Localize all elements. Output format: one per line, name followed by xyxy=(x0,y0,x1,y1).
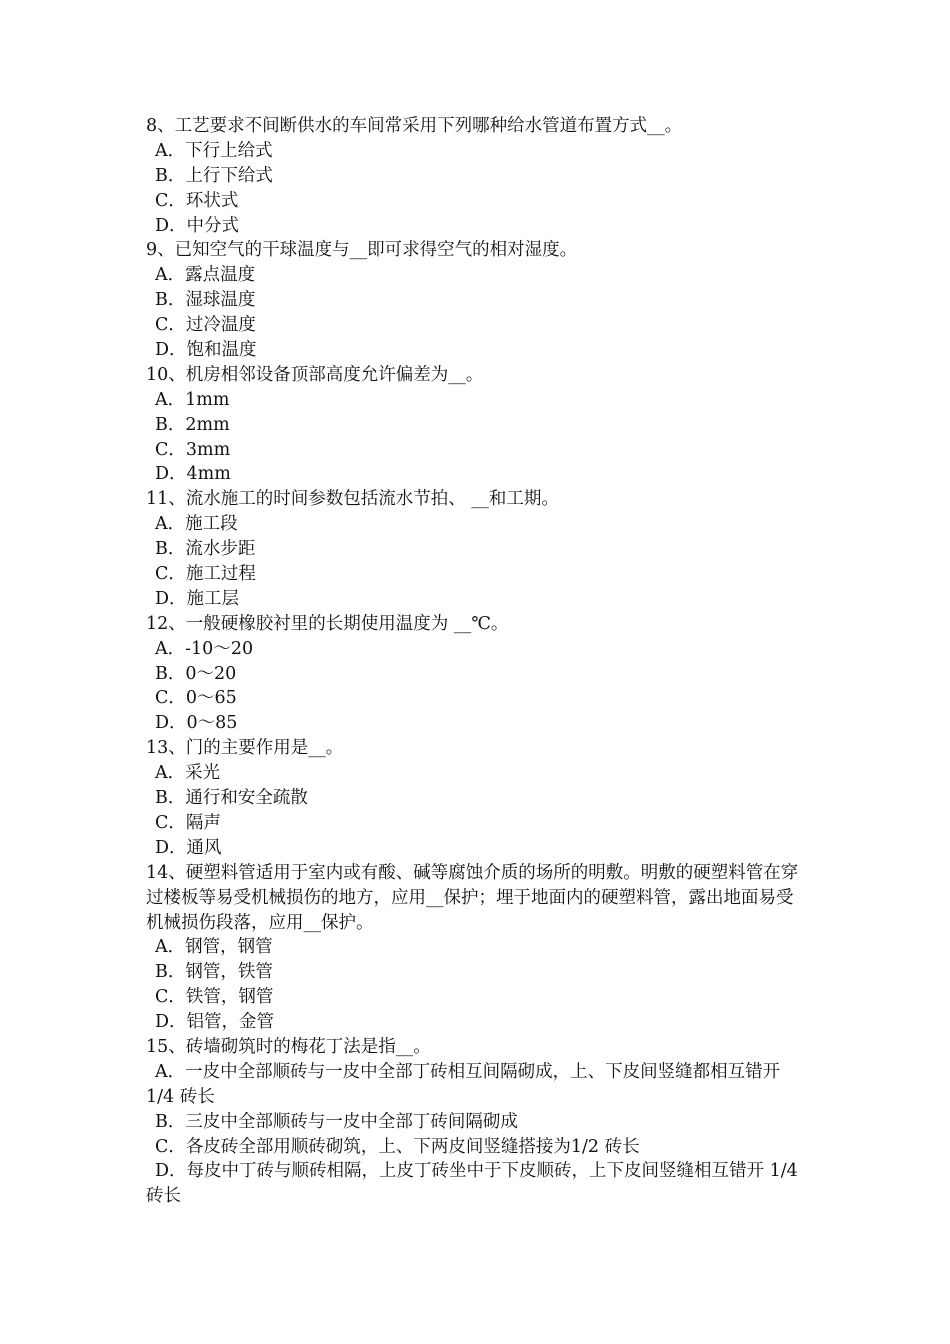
question-9: 9、已知空气的干球温度与__即可求得空气的相对湿度。 xyxy=(146,240,578,261)
option-9-b: B．湿球温度 xyxy=(155,290,256,311)
option-15-a: A．一皮中全部顺砖与一皮中全部丁砖相互间隔砌成，上、下皮间竖缝都相互错开 1/4 砖长 xyxy=(146,1061,781,1107)
option-13-c: C．隔声 xyxy=(155,812,221,833)
option-13-b: B．通行和安全疏散 xyxy=(155,788,308,809)
option-8-c: C．环状式 xyxy=(155,190,239,211)
option-14-a: A．钢管，钢管 xyxy=(155,937,273,958)
option-13-d: D．通风 xyxy=(155,837,222,858)
question-10: 10、机房相邻设备顶部高度允许偏差为__。 xyxy=(146,364,484,385)
option-11-c: C．施工过程 xyxy=(155,564,256,585)
question-15: 15、砖墙砌筑时的梅花丁法是指__。 xyxy=(146,1037,431,1057)
option-10-b: B．2mm xyxy=(155,414,230,435)
option-8-d: D．中分式 xyxy=(155,215,240,236)
option-13-a: A．采光 xyxy=(155,763,221,784)
option-9-a: A．露点温度 xyxy=(155,265,256,286)
option-9-c: C．过冷温度 xyxy=(155,315,256,336)
option-15-c: C．各皮砖全部用顺砖砌筑，上、下两皮间竖缝搭接为1/2 砖长 xyxy=(155,1136,640,1157)
option-12-a: A．-10～20 xyxy=(155,638,254,659)
option-15-d: D．每皮中丁砖与顺砖相隔，上皮丁砖坐中于下皮顺砖，上下皮间竖缝相互错开 1/4 砖长 xyxy=(146,1161,798,1207)
question-14: 14、硬塑料管适用于室内或有酸、碱等腐蚀介质的场所的明敷。明敷的硬塑料管在穿过楼板等易受机械损伤的地方，应用__保护；埋于地面内的硬塑料管，露出地面易受机械损伤段落，应用__保护。 xyxy=(146,862,799,933)
question-8: 8、工艺要求不间断供水的车间常采用下列哪种给水管道布置方式__。 xyxy=(146,116,683,136)
question-13: 13、门的主要作用是__。 xyxy=(146,738,344,759)
question-11: 11、流水施工的时间参数包括流水节拍、 __和工期。 xyxy=(146,489,559,510)
option-14-d: D．铝管，金管 xyxy=(155,1012,275,1033)
option-8-b: B．上行下给式 xyxy=(155,165,273,186)
option-10-c: C．3mm xyxy=(155,439,231,460)
option-8-a: A．下行上给式 xyxy=(155,140,273,161)
option-14-c: C．铁管，钢管 xyxy=(155,987,274,1008)
option-10-d: D．4mm xyxy=(155,464,231,485)
option-11-d: D．施工层 xyxy=(155,588,240,609)
option-14-b: B．钢管，铁管 xyxy=(155,962,273,983)
question-12: 12、一般硬橡胶衬里的长期使用温度为 __℃。 xyxy=(146,613,509,634)
option-11-b: B．流水步距 xyxy=(155,539,256,560)
option-12-d: D．0～85 xyxy=(155,713,238,734)
option-15-b: B．三皮中全部顺砖与一皮中全部丁砖间隔砌成 xyxy=(155,1111,518,1132)
option-12-c: C．0～65 xyxy=(155,688,237,709)
option-9-d: D．饱和温度 xyxy=(155,340,257,361)
option-12-b: B．0～20 xyxy=(155,663,237,684)
option-11-a: A．施工段 xyxy=(155,514,238,535)
option-10-a: A．1mm xyxy=(155,389,230,410)
question-list xyxy=(146,114,810,1209)
